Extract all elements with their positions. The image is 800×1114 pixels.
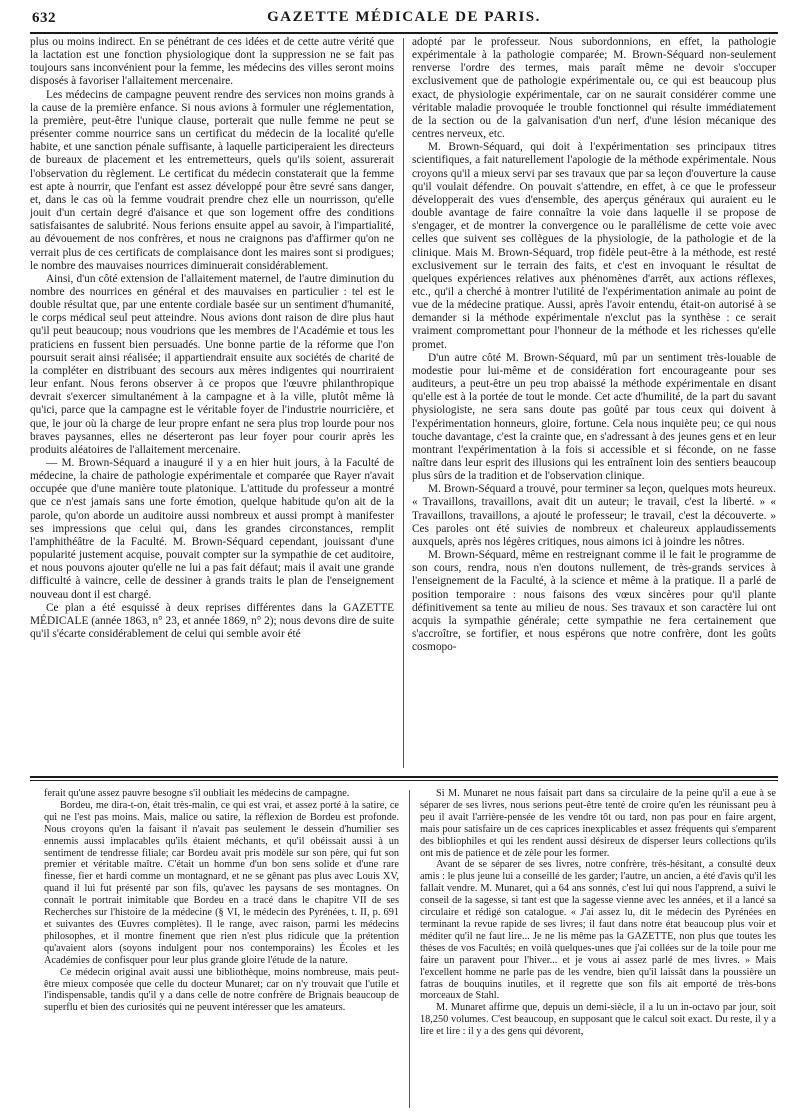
feuilleton-rule	[30, 780, 778, 781]
paragraph: — M. Brown-Séquard a inauguré il y a en hier huit jours, à la Faculté de médecine, la chaire de pathologie expérimentale et comparée que Rayer n'avait occupée que d'une manière toute platonique. L'attitude du professeur a montré que ce n'est jamais sans une forte émotion, quelque habitude qu'on ait de la parole, qu'on aborde un auditoire aussi nombreux et aussi prompt à manifester ses impressions que celui qui, dans les grandes circonstances, remplit l'amphithéâtre de la Faculté. M. Brown-Séquard cependant, jouissant d'une popularité justement acquise, pouvait compter sur la sympathie de cet auditoire, et nous pouvons ajouter qu'elle ne lui a pas fait défaut; mais il avait une grande difficulté à vaincre, celle de dessiner à grands traits le plan de l'enseignement nouveau dont il est chargé.	[30, 457, 394, 601]
page-header	[30, 6, 778, 34]
paragraph: ferait qu'une assez pauvre besogne s'il oubliait les médecins de campagne.	[44, 788, 350, 799]
paragraph: Si M. Munaret ne nous faisait part dans sa circulaire de la peine qu'il a eue à se séparer de ses livres, nous serions peut-être tenté de croire qu'en les réunissant peu à peu il avait l'arrière-pensée de les vendre tôt ou tard, non pas pour en faire argent, mais pour satisfaire un de ces caprices inexplicables et assez fréquents qui s'emparent des bibliophiles et qui les rendent aussi désireux de disperser leurs collections qu'ils ont mis de patience et de zèle pour les former.	[420, 788, 776, 859]
paragraph: Avant de se séparer de ses livres, notre confrère, très-hésitant, a consulté deux amis : le plus jeune lui a conseillé de les garder; l'autre, un ancien, a été d'avis qu'il les fallait vendre. M. Munaret, qui a 64 ans sonnés, c'est lui qui nous l'apprend, a suivi le conseil de la sagesse, si tant est que la sagesse vienne avec les années, et il a lancé sa circulaire et rédigé son catalogue. « J'ai assez lu, dit le médecin des Pyrénées en terminant la revue rapide de ses livres; il faut dans notre état beaucoup plus voir et méditer qu'il ne faut lire... Je ne lis même pas la GAZETTE, non plus que toutes les thèses de vos Facultés; en voilà quelques-unes que j'ai collées sur de la toile pour me faire un paravent pour l'hiver... et je vous ai assez parlé de mes livres. » Mais l'excellent homme ne parle pas de les vendre, bien qu'il laissât dans la poussière un fatras de bouquins inutiles, et il regrette que son fils ait emporté de très-bons morceaux de Stahl.	[420, 859, 776, 1002]
paragraph: Ce médecin original avait aussi une bibliothèque, moins nombreuse, mais peut-être mieux composée que celle du docteur Munaret; car on n'y trouvait que l'utile et l'indispensable, tandis qu'il y a dans celle de notre confrère de Brignais beaucoup de superflu et bien des curiosités qui ne peuvent intéresser que les amateurs.	[44, 966, 399, 1014]
feuilleton-rule	[30, 776, 778, 778]
paragraph: plus ou moins indirect. En se pénétrant de ces idées et de cette autre vérité que la lactation est une fonction physiologique dont la suppression ne se fait pas toujours sans inconvénient pour la femme, les médecins des villes seront moins disposés à favoriser l'allaitement mercenaire.	[30, 36, 394, 88]
journal-title: GAZETTE MÉDICALE DE PARIS.	[267, 9, 541, 25]
paragraph: M. Brown-Séquard, même en restreignant comme il le fait le programme de son cours, rendra, nous n'en doutons nullement, de très-grands services à l'enseignement de la Faculté, à la science et même à la pratique. Il a parlé de position temporaire : nous faisons des vœux sincères pour qu'il plante définitivement sa tente au milieu de nous. Ses travaux et son caractère lui ont acquis la sympathie générale; cette sympathie ne fera certainement que s'accroître, se fortifier, et nous espérons que notre confrère, dont les goûts cosmopo-	[412, 549, 776, 654]
paragraph: D'un autre côté M. Brown-Séquard, mû par un sentiment très-louable de modestie pour lui-même et de considération fort encourageante pour ses auditeurs, a peut-être un peu trop abaissé la méthode expérimentale en disant qu'elle est à la portée de tout le monde. Cet acte d'humilité, de la part du savant physiologiste, ne sera sans doute pas goûté par tous ceux qui doivent à l'expérimentation honneurs, gloire, fortune. Cela nous inquiète peu; ce qui nous touche davantage, c'est la crainte que, en s'adressant à des jeunes gens et en leur montrant l'expérimentation à la fois si accessible et si féconde, on ne fasse naître dans leur esprit des illusions qui les entraînent loin des sentiers beaucoup plus sûrs de la tradition et de l'observation clinique.	[412, 351, 776, 483]
feuilleton-right-column	[420, 788, 776, 1110]
paragraph: M. Brown-Séquard a trouvé, pour terminer sa leçon, quelques mots heureux. « Travaillons, travaillons, avait dit un auteur; le travail, c'est la liberté. » « Travaillons, travaillons, a ajouté le professeur; le travail, c'est la découverte. » Ces paroles ont été suivies de nombreux et chaleureux applaudissements auxquels, après nos légères critiques, nous aimons ici à joindre les nôtres.	[412, 483, 776, 548]
paragraph: Ce plan a été esquissé à deux reprises différentes dans la GAZETTE MÉDICALE (année 1863, n° 23, et année 1869, n° 2); nous devons dire de suite qu'il s'écarte considérablement de celui qui semble avoir été	[30, 601, 394, 641]
page-number: 632	[32, 10, 56, 26]
column-divider	[409, 790, 410, 1108]
top-right-column	[412, 36, 776, 772]
column-divider	[403, 38, 404, 768]
paragraph: Ainsi, d'un côté extension de l'allaitement maternel, de l'autre diminution du nombre des nourrices en général et des mauvaises en particulier : tel est le double résultat que, par une entente cordiale basée sur un sentiment d'humanité, le corps médical seul peut atteindre. Nous avions dont raison de dire plus haut qu'il peut beaucoup; nous voudrions que les membres de l'Académie et tous les praticiens en fussent bien persuadés. Une bonne partie de la réforme que l'on poursuit serait ainsi réalisée; il appartiendrait ensuite aux sociétés de charité de la compléter en distribuant des secours aux mères indigentes qui nourriraient leur enfant. Nous ferons observer à ce propos que l'œuvre philanthropique devrait s'exercer simultanément à la campagne et à la ville, plutôt même là qu'ici, parce que la campagne est le véritable foyer de l'industrie nourricière, et que, le jour où la charge de leur propre enfant ne sera plus trop lourde pour nos braves paysannes, elles ne déserteront pas leur foyer pour courir après les produits aléatoires de l'allaitement mercenaire.	[30, 272, 394, 456]
top-left-column	[30, 36, 394, 772]
feuilleton-left-column	[44, 788, 399, 1110]
paragraph: M. Brown-Séquard, qui doit à l'expérimentation ses principaux titres scientifiques, a fait naturellement l'apologie de la méthode expérimentale. Nous croyons qu'il a mieux servi par ses travaux que par sa leçon d'ouverture la cause qu'il voulait défendre. On pouvait s'attendre, en effet, à ce que le professeur développerait des vues d'ensemble, des aperçus généraux qui auraient eu le double avantage de faire connaître la voie dans laquelle il se propose de s'engager, et de montrer la convergence ou le parallélisme de cette voie avec celles que suivent ses collègues de la physiologie, de la pathologie et de la clinique. Mais M. Brown-Séquard, trop fidèle peut-être à la méthode, est resté exclusivement sur le terrain des faits, et c'est en invoquant le résultat de quelques expériences relatives aux phénomènes d'arrêt, aux actions réflexes, etc., qu'il a cherché à montrer l'utilité de l'expérimentation animale au point de vue de la médecine pratique. Aussi, après l'avoir entendu, était-on autorisé à se demander si la méthode expérimentale n'exclut pas la synthèse : ce serait vraiment compromettant pour l'honneur de la méthode et les richesses qu'elle promet.	[412, 141, 776, 351]
paragraph: adopté par le professeur. Nous subordonnions, en effet, la pathologie expérimentale à la pathologie comparée; M. Brown-Séquard non-seulement renverse l'ordre des termes, mais paraît même ne devoir s'occuper exclusivement que de pathologie expérimentale ou, ce qui est beaucoup plus exact, de physiologie expérimentale, car on ne saurait considérer comme une véritable maladie provoquée le trouble fonctionnel qui résulte immédiatement de la section ou de la galvanisation d'un nerf, d'une lésion mécanique des centres nerveux, etc.	[412, 36, 776, 141]
paragraph: Les médecins de campagne peuvent rendre des services non moins grands à la cause de la première enfance. Si nous avions à formuler une réglementation, la première, peut-être l'unique clause, porterait que nulle femme ne peut se présenter comme nourrice sans un certificat du médecin de la localité qu'elle habite, et une sanction pénale suffisante, à laquelle participeraient les directeurs de bureaux de placement et les entremetteurs, quels qu'ils soient, assurerait l'observation du règlement. Le certificat du médecin constaterait que la femme est apte à nourrir, que l'enfant est assez développé pour être sevré sans danger, et, dans le cas où la femme voudrait prendre chez elle un nourrisson, qu'elle jouit d'un certain degré d'aisance et que son logement offre des conditions satisfaisantes de salubrité. Nous ferions ensuite appel au savoir, à l'impartialité, au dévouement de nos confrères, et nous ne craignons pas d'affirmer qu'on ne verrait plus de ces certificats de complaisance dont les maires sont si prodigues; le nombre des mauvaises nourrices diminuerait considérablement.	[30, 88, 394, 272]
paragraph: M. Munaret affirme que, depuis un demi-siècle, il a lu un in-octavo par jour, soit 18,250 volumes. C'est beaucoup, en supposant que le calcul soit exact. Du reste, il y a lire et lire : il y a des gens qui dévorent,	[420, 1002, 776, 1038]
paragraph: Bordeu, me dira-t-on, était très-malin, ce qui est vrai, et assez porté à la satire, ce qui ne l'est pas moins. Mais, malice ou satire, la réflexion de Bordeu est profonde. Nous croyons qu'en la faisant il n'avait pas seulement le dessein d'humilier ses ennemis aussi implacables qu'ils étaient méchants, et qu'il obéissait aussi à un sentiment de tendresse filiale; car Bordeu avait pris modèle sur son père, qui fut son premier et véritable maître. C'était un homme d'un bon sens solide et d'une rare finesse, fier et hardi comme un montagnard, et ne se gênant pas plus avec Louis XV, quand il lui fut présenté par son fils, qu'avec les paysans de ses montagnes. On connaît le portrait inimitable que Bordeu en a tracé dans le chapitre VII de ses Recherches sur l'histoire de la médecine (§ VI, le médecin des Pyrénées, t. II, p. 691 et suivantes des Œuvres complètes). Il le range, avec raison, parmi les médecins philosophes, et il montre finement que rien n'est plus ridicule que la prétention qu'avaient alors (soyons indulgent pour nos contemporains) les Écoles et les Académies de confisquer pour leur plus grande gloire l'étude de la nature.	[44, 799, 399, 966]
